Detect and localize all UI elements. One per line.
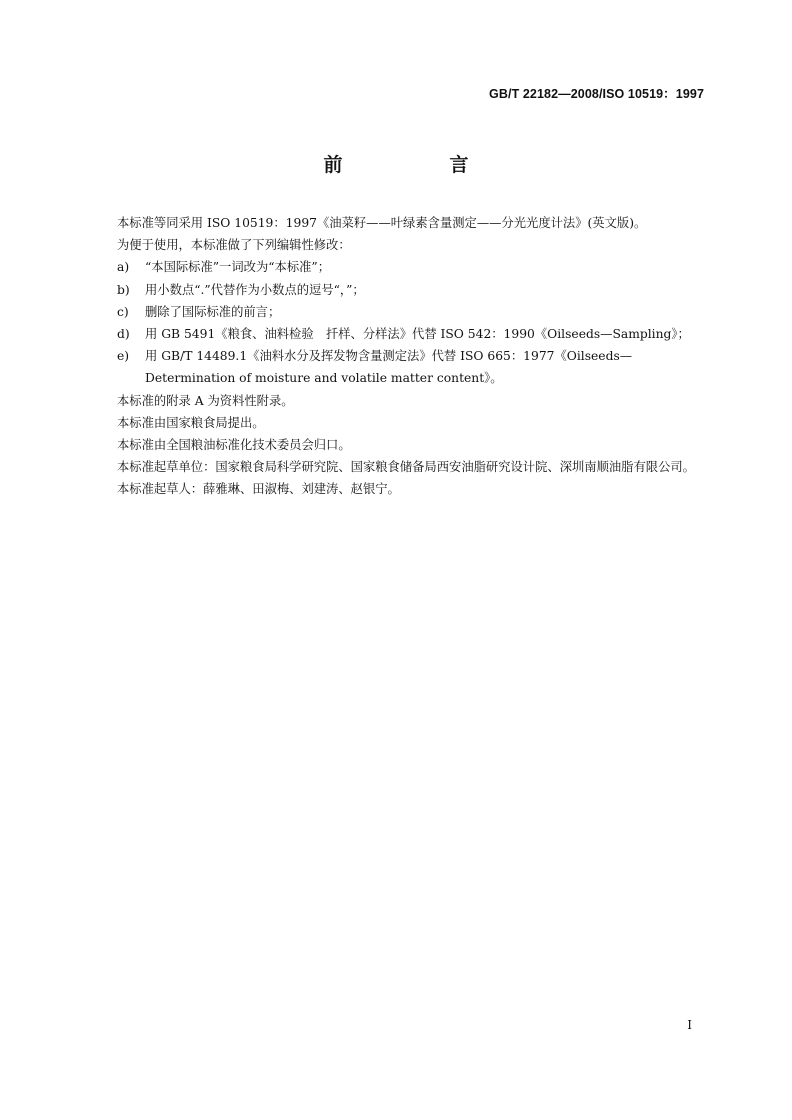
standard-number-header: GB/T 22182—2008/ISO 10519：1997 — [489, 87, 704, 101]
list-marker: c) — [117, 304, 129, 319]
paragraph-annex: 本标准的附录 A 为资料性附录。 — [117, 393, 294, 408]
list-item — [91, 301, 703, 323]
paragraph-editorial-intro: 为便于使用，本标准做了下列编辑性修改： — [117, 238, 351, 253]
list-marker: e) — [117, 349, 130, 364]
list-marker: d) — [117, 327, 130, 342]
list-item — [91, 323, 703, 345]
list-item-text: “本国际标准”一词改为“本标准”； — [145, 260, 331, 275]
list-marker: b) — [117, 282, 130, 297]
list-item-text: 用 GB/T 14489.1《油料水分及挥发物含量测定法》代替 ISO 665：1977《Oilseeds—Determination of moisture and volatile matter content》。 — [145, 349, 633, 386]
list-item-text: 删除了国际标准的前言； — [145, 304, 281, 319]
list-item — [91, 279, 703, 301]
list-item-text: 用 GB 5491《粮食、油料检验 扦样、分样法》代替 ISO 542：1990《Oilseeds—Sampling》； — [145, 327, 690, 342]
list-item — [91, 345, 703, 389]
paragraph-proposer: 本标准由国家粮食局提出。 — [117, 415, 265, 430]
page-number: I — [687, 1018, 692, 1032]
list-item-text: 用小数点“.”代替作为小数点的逗号“，”； — [145, 282, 365, 297]
paragraph-committee: 本标准由全国粮油标准化技术委员会归口。 — [117, 438, 351, 453]
list-marker: a) — [117, 260, 130, 275]
list-item — [91, 256, 703, 278]
paragraph-drafters: 本标准起草人：薛雅琳、田淑梅、刘建涛、赵银宁。 — [117, 482, 400, 497]
page-title: 前 言 — [323, 154, 513, 176]
foreword-body — [91, 212, 703, 501]
paragraph-adoption: 本标准等同采用 ISO 10519：1997《油菜籽——叶绿素含量测定——分光光度计法》(英文版)。 — [117, 216, 647, 230]
paragraph-drafting-units: 本标准起草单位：国家粮食局科学研究院、国家粮食储备局西安油脂研究设计院、深圳南顺油脂有限公司。 — [117, 460, 695, 475]
